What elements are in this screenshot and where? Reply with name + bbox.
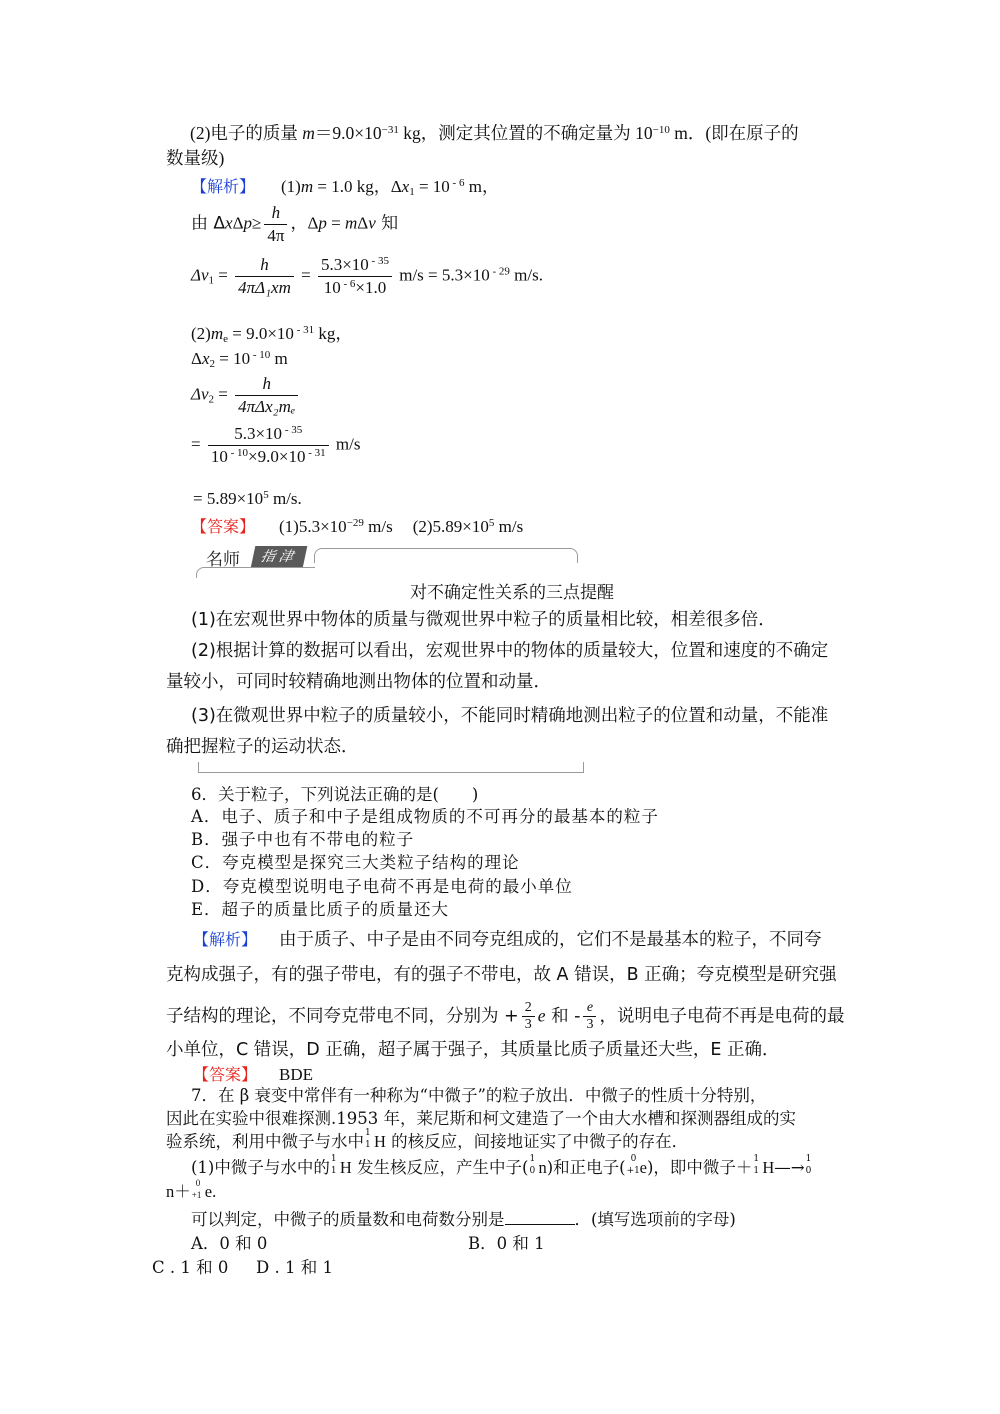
fraction-dv1-formula [235,254,294,299]
q7-option-d: D . 1 和 1 [256,1258,333,1277]
tip-border-left [196,567,315,578]
text: 发生核反应，产生中子( [351,1158,529,1177]
answer-text [279,517,523,536]
text: (1) [281,177,301,196]
tip-point-2-line1: (2)根据计算的数据可以看出，宏观世界中的物体的质量较大，位置和速度的不确定 [191,641,829,661]
exponent: - 10 [250,349,271,361]
text: m/s [494,517,524,536]
numerator: e [583,1000,596,1017]
text: ≥ [252,213,262,233]
var-x: x [225,213,233,233]
exponent: - 35 [368,255,389,267]
text: Δ [232,213,244,233]
text: m/s [331,434,361,454]
q6-answer-line [193,1064,313,1086]
tip-point-3-line2: 确把握粒子的运动状态． [166,737,359,757]
q7-option-c: C . 1 和 0 [152,1258,229,1277]
nuclide-symbol: H [374,1132,386,1151]
exponent: - 29 [489,265,510,278]
exponent: 5 [263,489,269,501]
tip-border-top [314,548,578,563]
text: 验系统，利用中微子与水中 [166,1132,364,1151]
text: . [212,1182,217,1201]
tip-box-header [196,548,584,578]
q6-analysis-line3 [166,1000,844,1033]
exponent: - 6 [449,177,465,189]
q7-part1-line2 [166,1178,217,1203]
text: (1)5.3×10 [279,517,347,536]
subscript: 1 [208,274,215,287]
tip-point-3-line1: (3)在微观世界中粒子的质量较小，不能同时精确地测出粒子的位置和动量，不能准 [191,706,829,726]
text: m/s [363,517,393,536]
text: ，说明电子电荷不再是电荷的最 [599,1006,845,1027]
exponent: −31 [381,124,399,136]
exponent: - 10 [227,447,249,459]
numerator: h [264,202,287,225]
text: 的核反应，间接地证实了中微子的存在． [385,1132,689,1151]
var-m: m [345,213,358,233]
q5-text: m．(即在原子的 [669,123,799,143]
analysis-tag: 【解析】 [191,177,256,196]
subscript: e [223,333,228,345]
text: )和正电子( [546,1158,626,1177]
subscript: 2 [208,393,215,406]
denominator: 4πΔx₂mₑ [238,397,296,416]
nuclide-notation: 1 1 [330,1154,337,1176]
q7-line3 [166,1128,689,1153]
text: = 1.0 kg，Δ [313,177,402,196]
q6-option-b: B．强子中也有不带电的粒子 [191,830,415,849]
q5-text: kg，测定其位置的不确定量为 10 [398,123,653,143]
q7-option-a: A．0 和 0 [191,1234,268,1253]
dv2-formula: $\Delta v_2$ = $\frac{h}{\text{4πΔx₂mₑ}}$ [191,373,301,418]
text: m/s = 5.3×10 [394,265,490,285]
text: ×1.0 [355,278,387,297]
dx2-line [191,349,288,369]
fraction-h-over-4pi [264,202,287,247]
nuclide-notation: 0 +1 [191,1178,202,1200]
numerator: h [235,373,298,396]
exponent: - 35 [282,424,303,436]
subscript: 1 [409,186,415,198]
denominator: 4πΔ₁xm [238,278,291,297]
tip-border-bottom [198,762,584,773]
fraction-two-thirds [522,1000,535,1033]
dv2-result [193,489,302,509]
text: = 10 [214,349,251,368]
answer-text: BDE [279,1065,314,1084]
text: Δ [357,213,369,233]
nuclide-notation: 1 1 [753,1154,760,1176]
q6-option-a: A．电子、质子和中子是组成物质的不可再分的最基本的粒子 [191,807,659,826]
q6-option-c: C．夸克模型是探究三大类粒子结构的理论 [191,853,520,872]
analysis-line1 [191,176,499,198]
text: m/s. [509,265,543,285]
tip-point-2-line2: 量较小，可同时较精确地测出物体的位置和动量． [166,672,551,692]
var-m: m [210,324,224,343]
fraction-dv2-values [208,423,329,468]
answer-blank[interactable] [505,1208,575,1225]
var-x: x [201,349,210,368]
var-x: x [401,177,410,196]
text: 可以判定，中微子的质量数和电荷数分别是 [191,1210,505,1229]
numerator: 2 [522,1000,535,1017]
answer-line [191,516,523,538]
text: ×9.0×10 [248,447,306,466]
nuclide-notation: 0 +1 [626,1154,640,1176]
q6-analysis-line4: 小单位，C 错误，D 正确，超子属于强子，其质量比质子质量还大些，E 正确． [166,1040,780,1060]
nuclide-symbol: H [339,1158,352,1177]
q6-option-d: D．夸克模型说明电子电荷不再是电荷的最小单位 [191,877,573,896]
q5-text: ＝9.0×10 [314,123,382,143]
me-line [191,319,352,344]
nuclide-notation: 1 0 [805,1154,812,1176]
denominator [208,446,329,468]
exponent: - 31 [293,324,315,336]
analysis-text [281,177,499,196]
text: 由 Δ [191,213,226,234]
text: m [270,349,288,368]
uncertainty-relation-line [191,202,398,247]
text: m， [464,177,499,196]
exponent: −10 [652,124,670,136]
tip-header-label: 名师 [206,550,240,570]
q6-analysis-line2: 克构成强子，有的强子带电，有的强子不带电，故 A 错误，B 正确；夸克模型是研究强 [166,965,837,985]
text: (2) [191,324,211,343]
q7-part1-line1 [191,1154,815,1179]
tip-point-1: (1)在宏观世界中物体的质量与微观世界中粒子的质量相比较，相差很多倍． [191,610,776,630]
nuclide-symbol: H [762,1158,775,1177]
text: 子结构的理论，不同夸克带电不同，分别为 + [166,1006,519,1027]
text: = 9.0×10 [228,324,294,343]
q5-text: (2)电子的质量 [190,123,303,143]
text: m/s. [268,489,302,508]
fraction-dv1-values [318,254,392,299]
exponent: - 31 [305,447,326,459]
nuclide-notation: 1 0 [529,1154,536,1176]
q5-part2-line2: 数量级) [166,148,225,168]
numerator: h [235,254,294,277]
dv1-equation: $\Delta v_1$ = $\frac{h}{\text{4πΔ₁xm}}$ = $\frac{5.3\times 10 ^{- 35}}{10 ^{- 6}\times 1.0}$ m/s = 5.3×10 $^{- 29}$ m/s. [191,255,543,297]
text: ．(填写选项前的字母) [574,1210,736,1229]
var-e: e [537,1005,546,1026]
text: 10 [323,278,341,297]
var-m: m [300,177,314,196]
fraction-dv2-formula [235,373,298,418]
q5-part2-line1 [190,122,799,144]
denominator: 3 [586,1017,594,1032]
q6-stem: 6．关于粒子，下列说法正确的是( ) [191,785,479,804]
text: Δ [191,349,202,368]
q6-analysis-line1 [193,929,822,951]
exponent: 5 [488,517,495,529]
var-p: p [243,213,253,233]
q7-option-b: B．0 和 1 [468,1234,545,1253]
tip-header-badge: 指津 [251,546,308,568]
subscript: 2 [209,358,215,370]
dv2-label: Δv [191,384,209,404]
numerator [318,254,392,277]
text: = 10 [414,177,450,196]
q7-line1: 7．在 β 衰变中常伴有一种称为“中微子”的粒子放出．中微子的性质十分特别， [191,1086,767,1105]
nuclide-symbol: n [538,1158,547,1177]
text: (2)5.89×10 [412,517,489,536]
text: 知 [375,213,399,234]
tip-title: 对不确定性关系的三点提醒 [410,583,614,603]
arrow: —→ [774,1158,805,1177]
q7-line2: 因此在实验中很难探测.1953 年，莱尼斯和柯文建造了一个由大水槽和探测器组成的实 [166,1109,796,1128]
dv1-label: Δv [191,265,209,285]
nuclide-notation: 1 1 [365,1128,371,1150]
text: 和 - [545,1006,581,1027]
q7-prompt [191,1208,736,1231]
var-v: v [368,213,376,233]
text: )，即中微子＋ [646,1158,753,1177]
answer-tag: 【答案】 [191,517,256,536]
text: 10 [210,447,228,466]
text: = 5.89×10 [193,489,264,508]
q6-option-e: E．超子的质量比质子的质量还大 [191,900,450,919]
text: 由于质子、中子是由不同夸克组成的，它们不是最基本的粒子，不同夸 [279,930,822,950]
text: 5.3×10 [234,424,283,443]
denominator [318,277,392,299]
fraction-e-thirds [583,1000,596,1033]
text: n＋ [166,1182,191,1201]
dv2-values: = $\frac{5.3\times 10 ^{- 35}}{10 ^{- 10}\times 9.0\times 10 ^{- 31}}$ m/s [191,424,361,466]
text: (1)中微子与水中的 [191,1158,330,1177]
nuclide-symbol: e [204,1182,213,1201]
text: 5.3×10 [320,255,369,274]
var-p: p [318,213,327,233]
text: = [326,213,345,233]
text: kg， [314,324,353,343]
analysis-tag: 【解析】 [193,930,258,949]
numerator [208,423,329,446]
nuclide-symbol: e [639,1158,647,1177]
text: ，Δ [290,213,319,233]
denominator: 3 [524,1017,532,1032]
var-m: m [302,123,315,143]
exponent: −29 [346,517,364,529]
denominator: 4π [267,226,285,245]
answer-tag: 【答案】 [193,1065,258,1084]
exponent: - 6 [340,278,356,290]
